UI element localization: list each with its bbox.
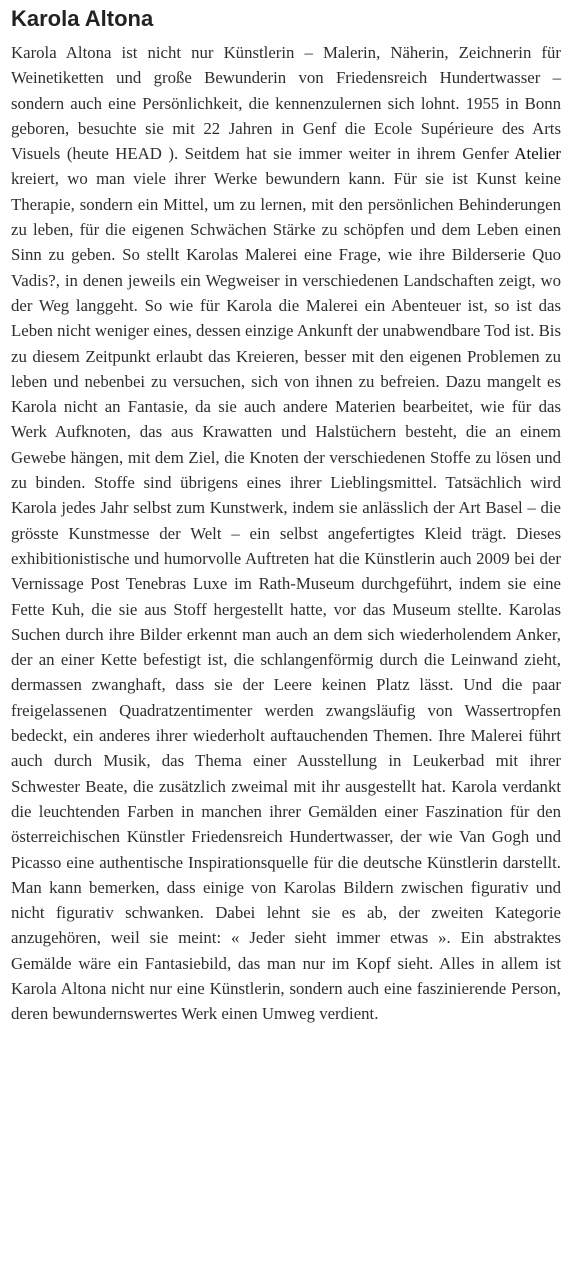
body-text: kreiert, wo man viele ihrer Werke bewundern kann. Für sie ist Kunst keine Therapie, sondern ein Mittel, um zu lernen, mit den persönlichen Behinderungen zu leben, für die eigenen Schwächen Stärke zu schöpfen und dem Leben einen Sinn zu geben. So stellt Karolas Malerei eine Frage, wie ihre Bilderserie Quo Vadis?, in denen jeweils ein Wegweiser in verschiedenen Landschaften zeigt, wo der Weg langgeht. So wie für Karola die Malerei ein Abenteuer ist, so ist das Leben nicht weniger eines, dessen einzige Ankunft der unabwendbare Tod ist. Bis zu diesem Zeitpunkt erlaubt das Kreieren, besser mit den eigenen Problemen zu leben und nebenbei zu versuchen, sich von ihnen zu befreien. Dazu mangelt es Karola nicht an Fantasie, da sie auch andere Materien bearbeitet, wie für das Werk Aufknoten, das aus Krawatten und Halstüchern besteht, die an einem Gewebe hängen, mit dem Ziel, die Knoten der verschiedenen Stoffe zu lösen und zu binden. Stoffe sind übrigens eines ihrer Lieblingsmittel. Tatsächlich wird Karola jedes Jahr selbst zum Kunstwerk, indem sie anlässlich der Art Basel – die grösste Kunstmesse der Welt – ein selbst angefertigtes Kleid trägt. Dieses exhibitionistische und humorvolle Auftreten hat die Künstlerin auch 2009 bei der Vernissage Post Tenebras Luxe im Rath-Museum durchgeführt, indem sie eine Fette Kuh, die sie aus Stoff hergestellt hatte, vor das Museum stellte. Karolas Suchen durch ihre Bilder erkennt man auch an dem sich wiederholendem Anker, der an einer Kette befestigt ist, die schlangenförmig durch die Leinwand zieht, dermassen zwanghaft, dass sie der Leere keinen Platz lässt. Und die paar freigelassenen Quadratzentimenter werden zwangsläufig von Wassertropfen bedeckt, ein anderes ihrer wiederholt auftauchenden Themen. Ihre Malerei führt auch durch Musik, das Thema einer Ausstellung in Leukerbad mit ihrer Schwester Beate, die zusätzlich zweimal mit ihr ausgestellt hat. Karola verdankt die leuchtenden Farben in manchen ihrer Gemälden einer Faszination für den österreichischen Künstler Friedensreich Hundertwasser, der wie Van Gogh und Picasso eine authentische Inspirationsquelle für die deutsche Künstlerin darstellt. Man kann bemerken, dass einige von Karolas Bildern zwischen figurativ und nicht figurativ schwanken. Dabei lehnt sie es ab, der zweiten Kategorie anzugehören, weil sie meint: « Jeder sieht immer etwas ». Ein abstraktes Gemälde wäre ein Fantasiebild, das man nur im Kopf sieht. Alles in allem ist Karola Altona nicht nur eine Künstlerin, sondern auch eine faszinierende Person, deren bewundernswertes Werk einen Umweg verdient. [11, 169, 561, 1024]
article-title: Karola Altona [11, 6, 154, 31]
atelier-link[interactable]: Atelier [514, 144, 561, 164]
body-text: Karola Altona ist nicht nur Künstlerin – Malerin, Näherin, Zeichnerin für Weinetiketten und große Bewunderin von Friedensreich Hundertwasser – sondern auch eine Persönlichkeit, die kennenzulernen sich lohnt. 1955 in Bonn geboren, besuchte sie mit 22 Jahren in Genf die Ecole Supérieure des Arts Visuels (heute HEAD ). Seitdem hat sie immer weiter in ihrem Genfer [11, 43, 561, 164]
article-body [11, 40, 561, 1027]
